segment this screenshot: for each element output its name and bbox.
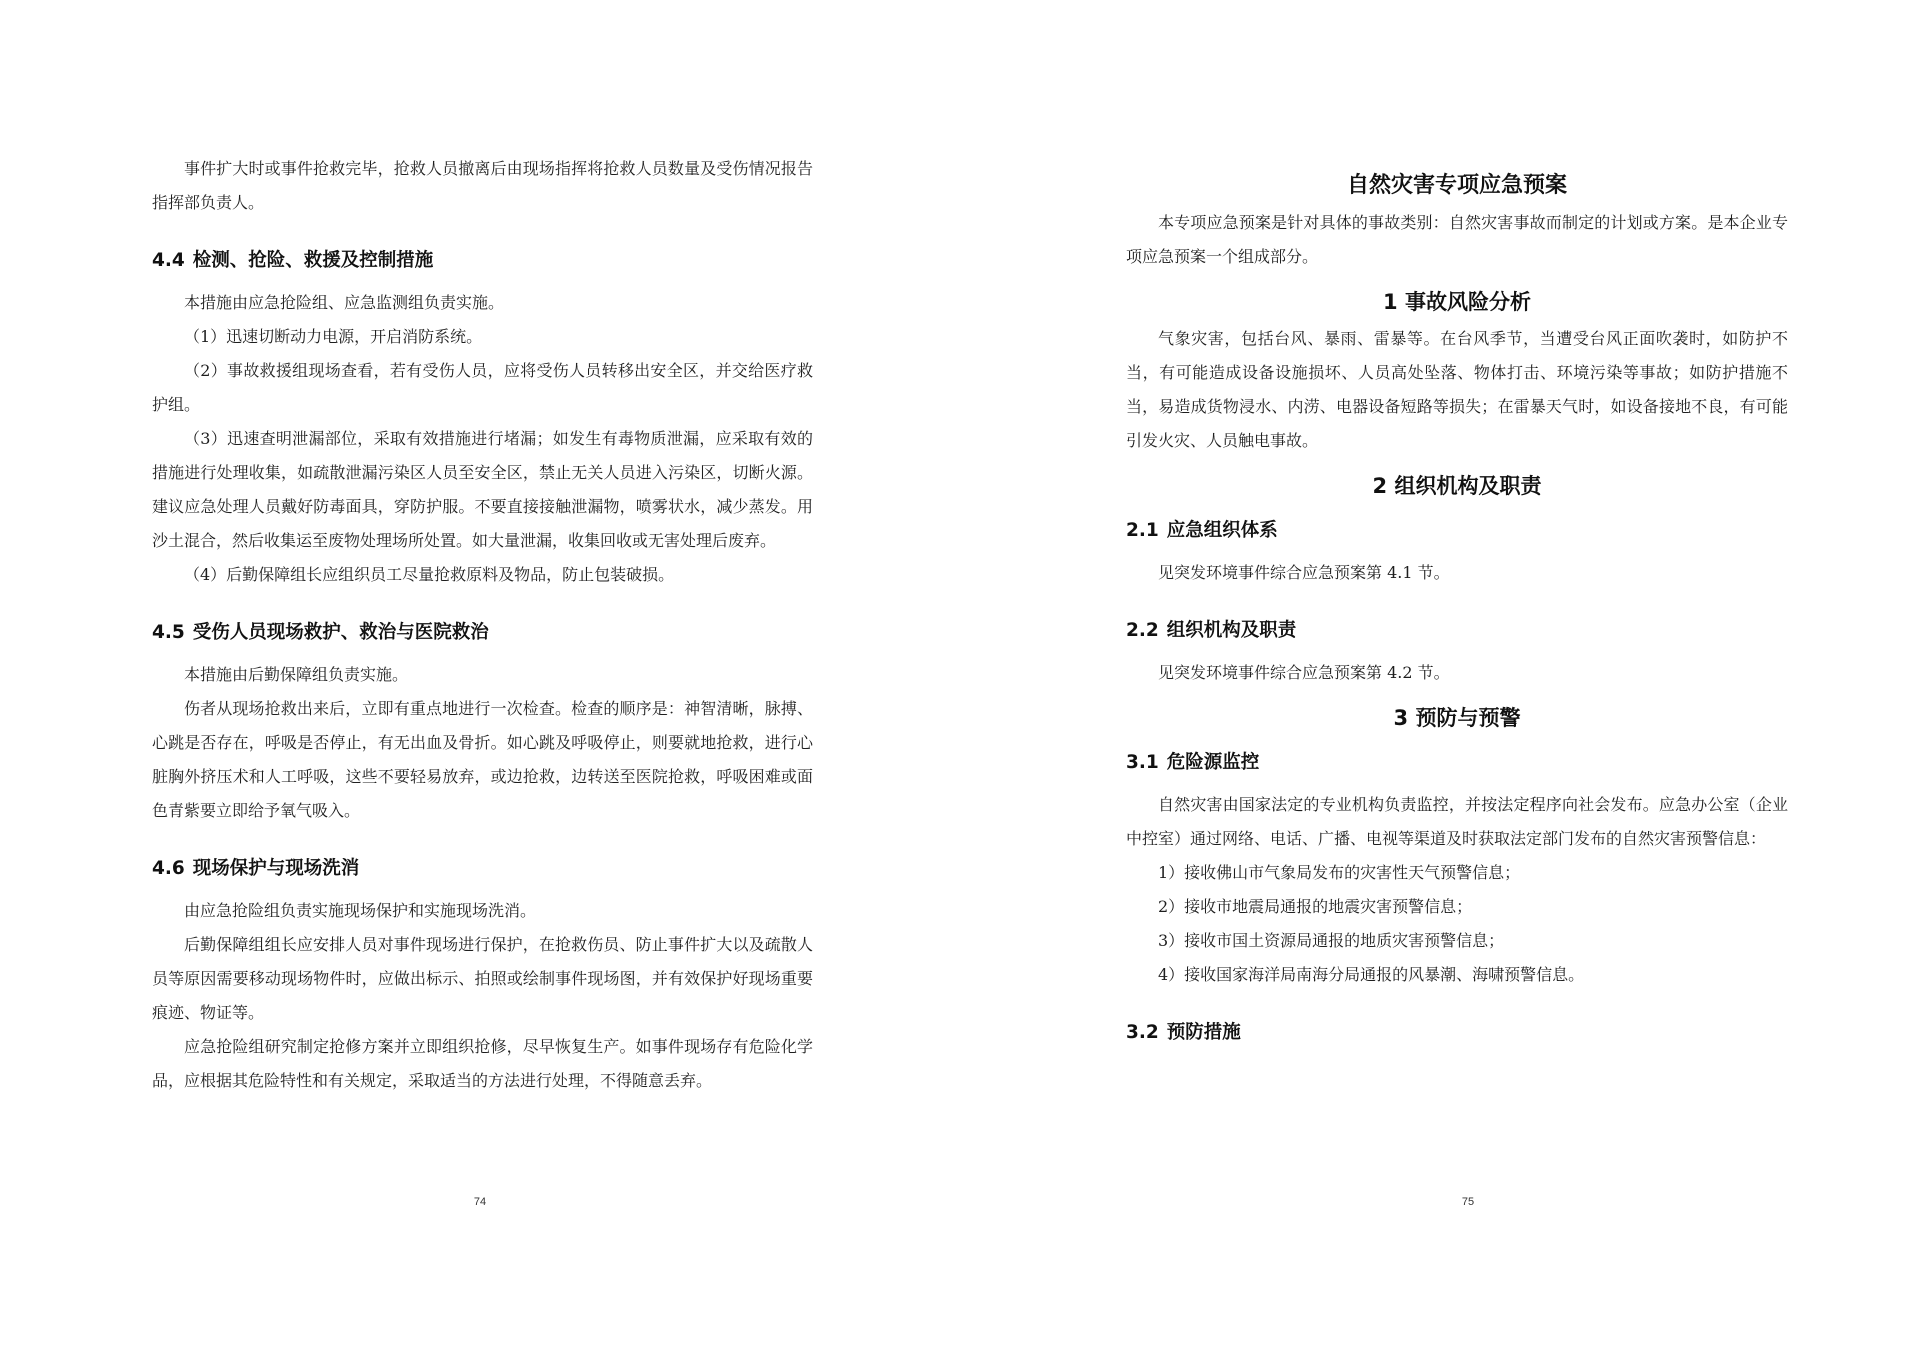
section-number: 3.2: [1126, 1022, 1159, 1043]
document-title: 自然灾害专项应急预案: [1346, 173, 1567, 198]
list-item: 1）接收佛山市气象局发布的灾害性天气预警信息；: [1158, 863, 1521, 882]
paragraph: 见突发环境事件综合应急预案第 4.1 节。: [1158, 563, 1450, 582]
section-title: 现场保护与现场洗消: [192, 858, 360, 879]
page-number: 75: [1461, 1196, 1475, 1208]
section-title: 应急组织体系: [1166, 520, 1278, 541]
right-page-content: [1126, 166, 1788, 1050]
list-item: 4）接收国家海洋局南海分局通报的风暴潮、海啸预警信息。: [1158, 965, 1585, 984]
section-heading-4-4: [152, 244, 813, 278]
paragraph: 本措施由后勤保障组负责实施。: [184, 665, 409, 684]
section-title: 危险源监控: [1166, 752, 1260, 773]
section-number: 3.1: [1126, 752, 1159, 773]
paragraph: （3）迅速查明泄漏部位，采取有效措施进行堵漏；如发生有毒物质泄漏，应采取有效的措施进行处理收集，如疏散泄漏污染区人员至安全区，禁止无关人员进入污染区，切断火源。建议应急处理人员戴好防毒面具，穿防护服。不要直接接触泄漏物，喷雾状水，减少蒸发。用沙土混合，然后收集运至废物处理场所处置。如大量泄漏，收集回收或无害处理后废弃。: [152, 429, 813, 550]
left-page-content: [152, 152, 813, 1098]
section-title: 组织机构及职责: [1166, 620, 1297, 641]
paragraph: 应急抢险组研究制定抢修方案并立即组织抢修，尽早恢复生产。如事件现场存有危险化学品，应根据其危险特性和有关规定，采取适当的方法进行处理，不得随意丢弃。: [152, 1037, 813, 1090]
chapter-heading-1: 1 事故风险分析: [1383, 290, 1531, 314]
list-item: 2）接收市地震局通报的地震灾害预警信息；: [1158, 897, 1473, 916]
paragraph: 见突发环境事件综合应急预案第 4.2 节。: [1158, 663, 1450, 682]
paragraph: 气象灾害，包括台风、暴雨、雷暴等。在台风季节，当遭受台风正面吹袭时，如防护不当，有可能造成设备设施损坏、人员高处坠落、物体打击、环境污染等事故；如防护措施不当，易造成货物浸水、内涝、电器设备短路等损失；在雷暴天气时，如设备接地不良，有可能引发火灾、人员触电事故。: [1126, 329, 1788, 450]
section-heading-4-5: [152, 616, 813, 650]
section-number: 2.1: [1126, 520, 1159, 541]
section-number: 4.6: [152, 858, 185, 879]
paragraph: 后勤保障组组长应安排人员对事件现场进行保护，在抢救伤员、防止事件扩大以及疏散人员等原因需要移动现场物件时，应做出标示、拍照或绘制事件现场图，并有效保护好现场重要痕迹、物证等。: [152, 935, 813, 1022]
section-title: 预防措施: [1166, 1022, 1241, 1043]
section-heading-3-2: [1126, 1016, 1788, 1050]
section-number: 4.4: [152, 250, 185, 271]
paragraph: 伤者从现场抢救出来后，立即有重点地进行一次检查。检查的顺序是：神智清晰，脉搏、心跳是否存在，呼吸是否停止，有无出血及骨折。如心跳及呼吸停止，则要就地抢救，进行心脏胸外挤压术和人工呼吸，这些不要轻易放弃，或边抢救，边转送至医院抢救，呼吸困难或面色青紫要立即给予氧气吸入。: [152, 699, 813, 820]
page-number: 74: [473, 1196, 487, 1208]
section-heading-2-2: [1126, 614, 1788, 648]
section-title: 受伤人员现场救护、救治与医院救治: [192, 622, 489, 643]
paragraph: 本措施由应急抢险组、应急监测组负责实施。: [184, 293, 505, 312]
chapter-heading-2: 2 组织机构及职责: [1372, 474, 1542, 498]
section-title: 检测、抢险、救援及控制措施: [192, 250, 434, 271]
chapter-heading-3: 3 预防与预警: [1393, 706, 1521, 730]
intro-paragraph: 本专项应急预案是针对具体的事故类别：自然灾害事故而制定的计划或方案。是本企业专项应急预案一个组成部分。: [1126, 213, 1788, 266]
paragraph: （2）事故救援组现场查看，若有受伤人员，应将受伤人员转移出安全区，并交给医疗救护组。: [152, 361, 813, 414]
paragraph: （4）后勤保障组长应组织员工尽量抢救原料及物品，防止包装破损。: [184, 565, 675, 584]
paragraph: （1）迅速切断动力电源，开启消防系统。: [184, 327, 483, 346]
section-number: 2.2: [1126, 620, 1159, 641]
list-item: 3）接收市国土资源局通报的地质灾害预警信息；: [1158, 931, 1505, 950]
intro-paragraph: 事件扩大时或事件抢救完毕，抢救人员撤离后由现场指挥将抢救人员数量及受伤情况报告指挥部负责人。: [152, 159, 813, 212]
paragraph: 由应急抢险组负责实施现场保护和实施现场洗消。: [184, 901, 537, 920]
section-heading-3-1: [1126, 746, 1788, 780]
paragraph: 自然灾害由国家法定的专业机构负责监控，并按法定程序向社会发布。应急办公室（企业中控室）通过网络、电话、广播、电视等渠道及时获取法定部门发布的自然灾害预警信息：: [1126, 795, 1788, 848]
section-number: 4.5: [152, 622, 185, 643]
section-heading-4-6: [152, 852, 813, 886]
section-heading-2-1: [1126, 514, 1788, 548]
right-page: [960, 0, 1920, 1358]
